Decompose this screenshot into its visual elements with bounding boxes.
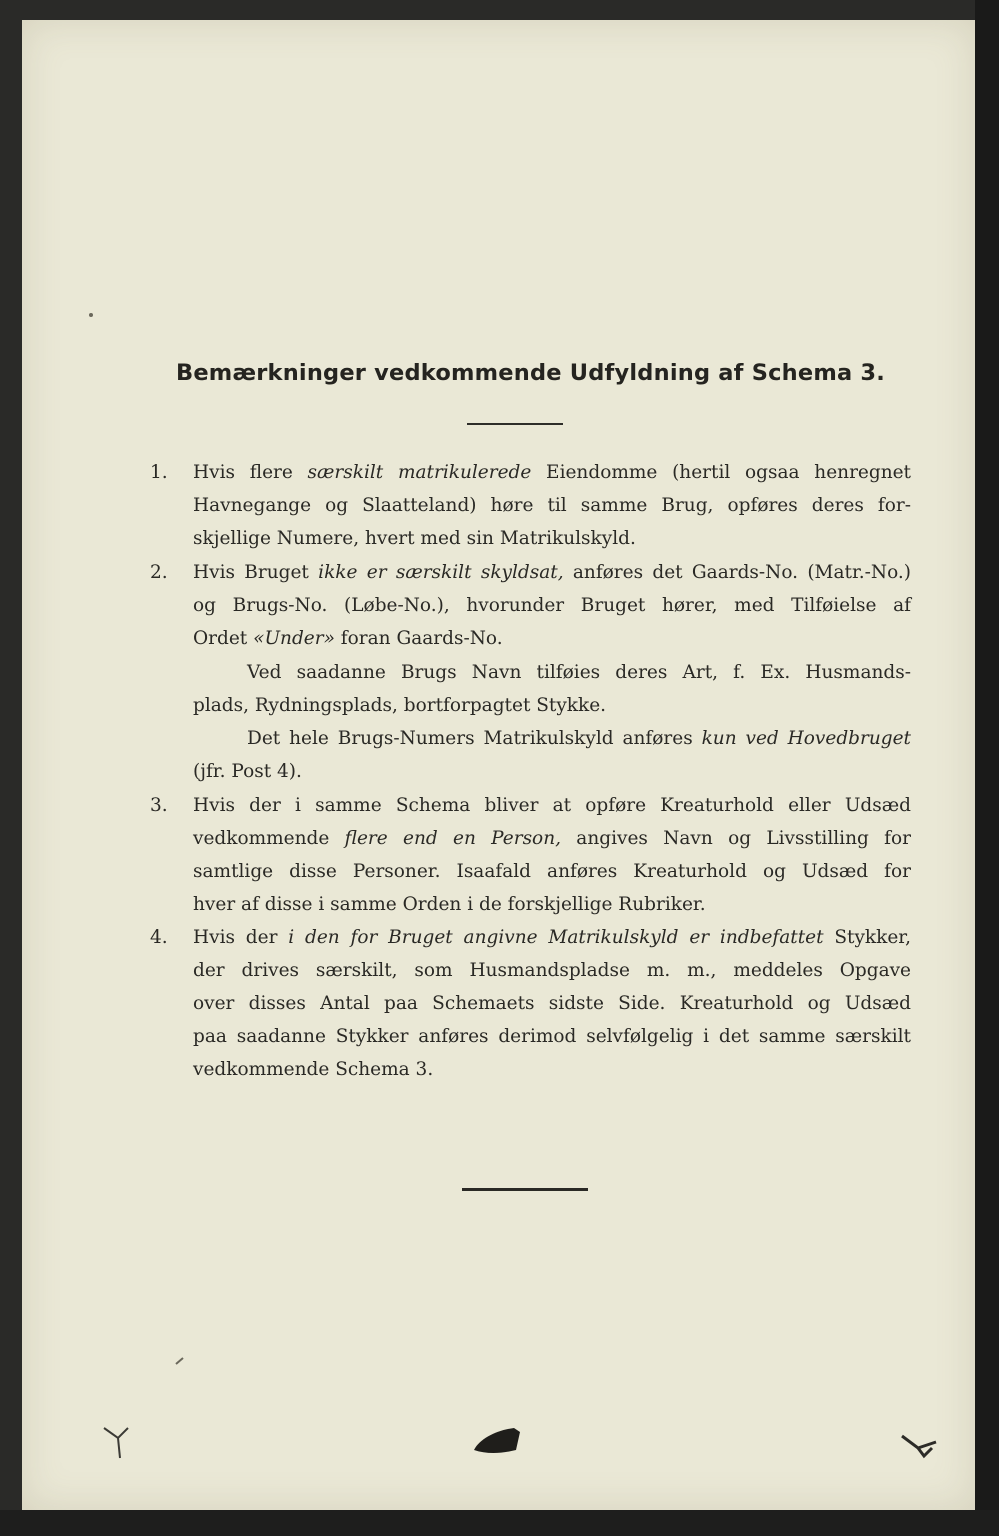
item-line [193, 828, 911, 849]
item-line: paa saadanne Stykker anføres derimod selvfølgelig i det samme særskilt [193, 1026, 911, 1047]
ink-blot [470, 1420, 530, 1460]
end-divider [462, 1188, 588, 1191]
emphasis-run: særskilt matrikulerede [307, 462, 532, 483]
item-line: plads, Rydningsplads, bortforpagtet Stykke. [193, 695, 607, 716]
text-run: Hvis flere [193, 462, 308, 483]
paper-sheet [22, 20, 975, 1510]
text-run: Hvis der [193, 927, 289, 948]
emphasis-run: «Under» [253, 628, 335, 649]
text-run: Hvis Bruget [193, 562, 319, 583]
corner-mark-left [98, 1418, 158, 1468]
text-run: Ordet [193, 628, 254, 649]
text-run: anføres det Gaards-No. (Matr.-No.) [563, 562, 912, 583]
item-line: og Brugs-No. (Løbe-No.), hvorunder Bruget hører, med Tilføielse af [193, 595, 911, 616]
item-line: (jfr. Post 4). [193, 761, 302, 782]
text-run: foran Gaards-No. [334, 628, 503, 649]
text-run: angives Navn og Livsstilling for [561, 828, 911, 849]
emphasis-run: flere end en Person, [344, 828, 561, 849]
item-line: vedkommende Schema 3. [193, 1059, 434, 1080]
item-number: 2. [150, 562, 168, 583]
item-line: der drives særskilt, som Husmandspladse m. m., meddeles Opgave [193, 960, 911, 981]
item-line [193, 462, 911, 483]
item-line: over disses Antal paa Schemaets sidste Side. Kreaturhold og Udsæd [193, 993, 911, 1014]
text-run: vedkommende [193, 828, 345, 849]
item-number: 4. [150, 927, 168, 948]
item-line: Havnegange og Slaatteland) høre til samme Brug, opføres deres for- [193, 495, 911, 516]
speck [86, 310, 96, 320]
title-divider [467, 423, 563, 425]
corner-mark-right [898, 1430, 948, 1470]
page-title: Bemærkninger vedkommende Udfyldning af Schema 3. [176, 360, 885, 386]
item-line [193, 628, 503, 649]
item-line: skjellige Numere, hvert med sin Matrikulskyld. [193, 528, 636, 549]
emphasis-run: i den for Bruget angivne Matrikulskyld er indbefattet [288, 927, 824, 948]
text-run: Det hele Brugs-Numers Matrikulskyld anføres [247, 728, 702, 749]
item-line: Ved saadanne Brugs Navn tilføies deres Art, f. Ex. Husmands- [247, 662, 911, 683]
item-line: samtlige disse Personer. Isaafald anføres Kreaturhold og Udsæd for [193, 861, 911, 882]
scan-edge-bottom [0, 1510, 999, 1536]
scan-edge-right [975, 0, 999, 1536]
item-number: 3. [150, 795, 168, 816]
item-line [193, 927, 911, 948]
text-run: Eiendomme (hertil ogsaa henregnet [531, 462, 911, 483]
item-line: Hvis der i samme Schema bliver at opføre Kreaturhold eller Udsæd [193, 795, 911, 816]
text-run: Stykker, [823, 927, 911, 948]
emphasis-run: kun ved Hovedbruget [701, 728, 911, 749]
speck [174, 1356, 186, 1366]
item-line [193, 562, 911, 583]
emphasis-run: ikke er særskilt skyldsat, [318, 562, 564, 583]
item-line [247, 728, 911, 749]
item-line: hver af disse i samme Orden i de forskjellige Rubriker. [193, 894, 706, 915]
item-number: 1. [150, 462, 168, 483]
